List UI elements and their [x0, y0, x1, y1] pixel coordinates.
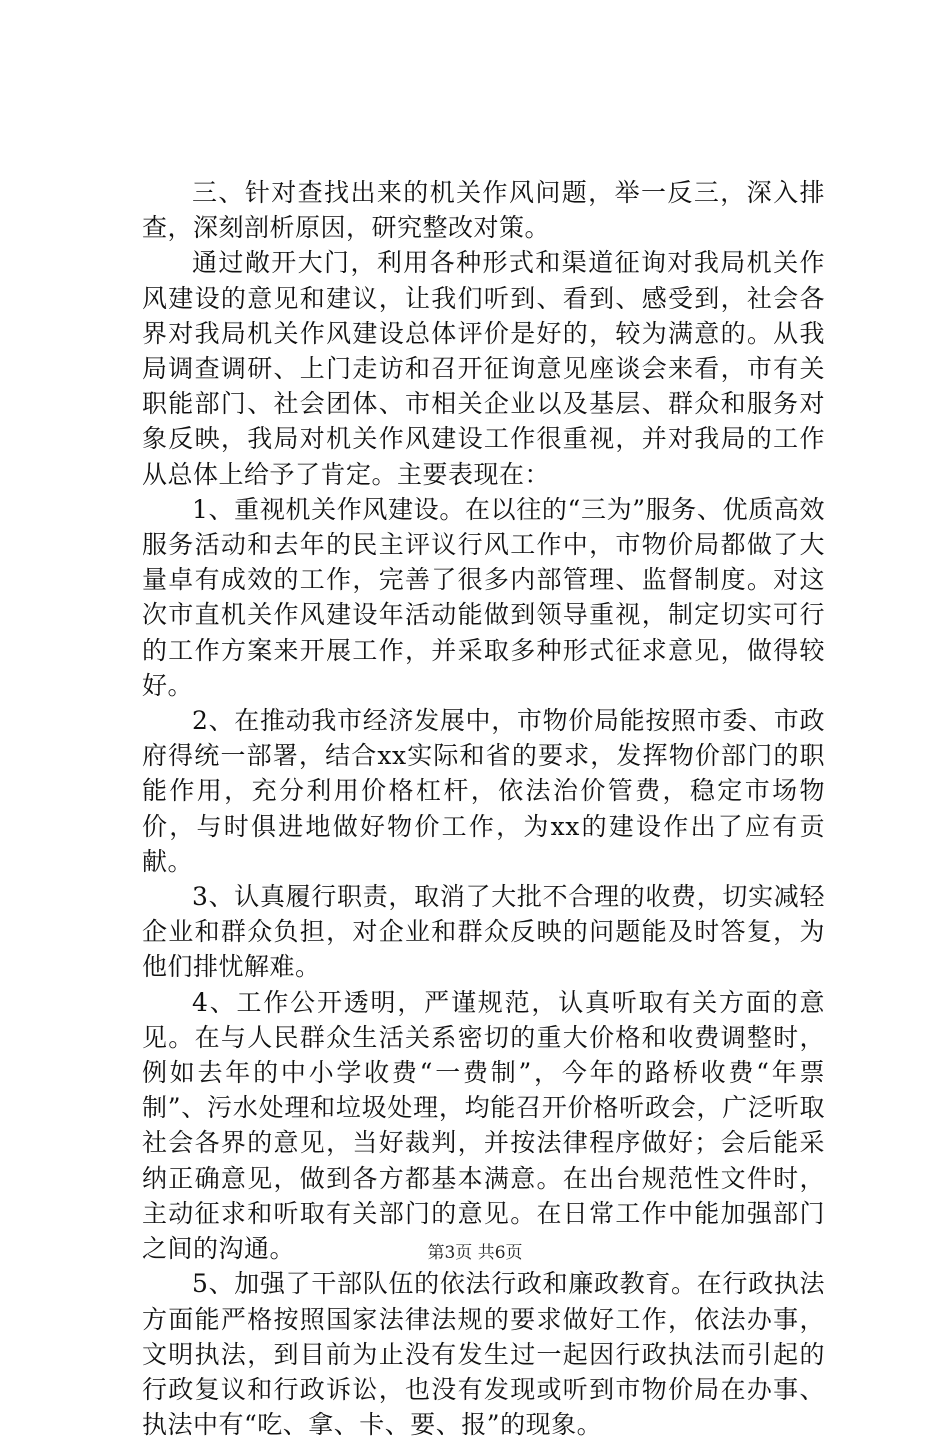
paragraph: 2、在推动我市经济发展中，市物价局能按照市委、市政府得统一部署，结合xx实际和省的要求，发挥物价部门的职能作用，充分利用价格杠杆，依法治价管费，稳定市场物价，与时俱进地做好物价工作，为xx的建设作出了应有贡献。 [142, 706, 825, 876]
paragraph: 4、工作公开透明，严谨规范，认真听取有关方面的意见。在与人民群众生活关系密切的重大价格和收费调整时，例如去年的中小学收费“一费制”，今年的路桥收费“年票制”、污水处理和垃圾处理，均能召开价格听政会，广泛听取社会各界的意见，当好裁判，并按法律程序做好；会后能采纳正确意见，做到各方都基本满意。在出台规范性文件时，主动征求和听取有关部门的意见。在日常工作中能加强部门之间的沟通。 [142, 987, 825, 1264]
page-number-footer: 第3页 共6页 [427, 1243, 523, 1263]
paragraph: 三、针对查找出来的机关作风问题，举一反三，深入排查，深刻剖析原因，研究整改对策。 [142, 178, 825, 243]
paragraph: 5、加强了干部队伍的依法行政和廉政教育。在行政执法方面能严格按照国家法律法规的要求做好工作，依法办事，文明执法，到目前为止没有发生过一起因行政执法而引起的行政复议和行政诉讼，也没有发现或听到市物价局在办事、执法中有“吃、拿、卡、要、报”的现象。 [142, 1269, 825, 1440]
paragraph: 1、重视机关作风建设。在以往的“三为”服务、优质高效服务活动和去年的民主评议行风工作中，市物价局都做了大量卓有成效的工作，完善了很多内部管理、监督制度。对这次市直机关作风建设年活动能做到领导重视，制定切实可行的工作方案来开展工作，并采取多种形式征求意见，做得较好。 [142, 494, 825, 700]
paragraph: 3、认真履行职责，取消了大批不合理的收费，切实减轻企业和群众负担，对企业和群众反映的问题能及时答复，为他们排忧解难。 [142, 882, 825, 982]
paragraph: 通过敞开大门，利用各种形式和渠道征询对我局机关作风建设的意见和建议，让我们听到、看到、感受到，社会各界对我局机关作风建设总体评价是好的，较为满意的。从我局调查调研、上门走访和召开征询意见座谈会来看，市有关职能部门、社会团体、市相关企业以及基层、群众和服务对象反映，我局对机关作风建设工作很重视，并对我局的工作从总体上给予了肯定。主要表现在： [142, 248, 825, 489]
